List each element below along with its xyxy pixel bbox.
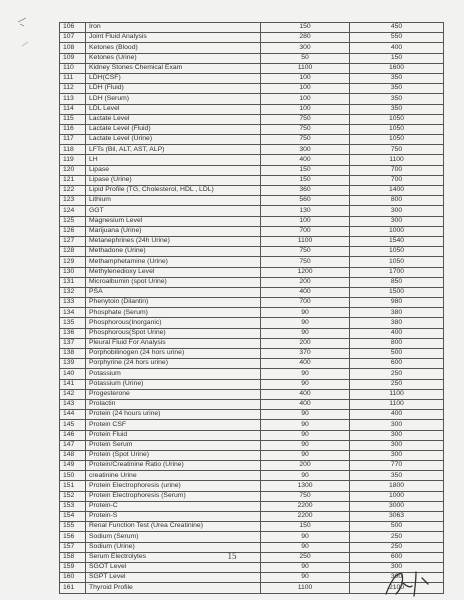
price-low: 750 <box>261 135 350 145</box>
price-high: 1800 <box>350 481 444 491</box>
price-high: 400 <box>350 410 444 420</box>
test-name: Lipase (Urine) <box>86 175 261 185</box>
table-row <box>60 267 444 277</box>
row-serial-number: 118 <box>60 145 86 155</box>
price-high: 1000 <box>350 226 444 236</box>
price-low: 1200 <box>261 267 350 277</box>
price-low: 100 <box>261 216 350 226</box>
price-high: 500 <box>350 522 444 532</box>
test-name: Prolactin <box>86 399 261 409</box>
row-serial-number: 132 <box>60 287 86 297</box>
test-name: SGOT Level <box>86 562 261 572</box>
table-row <box>60 450 444 460</box>
test-name: PSA <box>86 287 261 297</box>
row-serial-number: 159 <box>60 562 86 572</box>
test-name: LDH(CSF) <box>86 73 261 83</box>
price-low: 150 <box>261 175 350 185</box>
price-high: 250 <box>350 369 444 379</box>
price-low: 90 <box>261 430 350 440</box>
row-serial-number: 117 <box>60 135 86 145</box>
price-low: 360 <box>261 186 350 196</box>
table-row <box>60 461 444 471</box>
test-name: SGPT Level <box>86 573 261 583</box>
row-serial-number: 158 <box>60 552 86 562</box>
price-low: 90 <box>261 562 350 572</box>
table-row <box>60 440 444 450</box>
table-row <box>60 104 444 114</box>
test-name: Methylenedioxy Level <box>86 267 261 277</box>
price-high: 1050 <box>350 124 444 134</box>
table-row <box>60 53 444 63</box>
price-high: 400 <box>350 328 444 338</box>
price-low: 100 <box>261 73 350 83</box>
price-low: 130 <box>261 206 350 216</box>
price-low: 150 <box>261 23 350 33</box>
table-row <box>60 165 444 175</box>
price-high: 350 <box>350 471 444 481</box>
test-name: Phenytoin (Dilantin) <box>86 298 261 308</box>
price-high: 350 <box>350 73 444 83</box>
price-low: 560 <box>261 196 350 206</box>
table-row <box>60 420 444 430</box>
table-row <box>60 369 444 379</box>
test-name: Protein CSF <box>86 420 261 430</box>
price-high: 2100 <box>350 583 444 593</box>
price-low: 750 <box>261 247 350 257</box>
table-row <box>60 522 444 532</box>
row-serial-number: 108 <box>60 43 86 53</box>
row-serial-number: 147 <box>60 440 86 450</box>
price-high: 350 <box>350 104 444 114</box>
price-high: 700 <box>350 165 444 175</box>
table-row <box>60 532 444 542</box>
table-row <box>60 359 444 369</box>
table-row <box>60 501 444 511</box>
handwritten-signature <box>382 568 452 598</box>
table-row <box>60 298 444 308</box>
test-name: Protein Electrophoresis (urine) <box>86 481 261 491</box>
test-price-table <box>59 22 444 594</box>
row-serial-number: 126 <box>60 226 86 236</box>
test-name: Joint Fluid Analysis <box>86 33 261 43</box>
table-row <box>60 135 444 145</box>
price-low: 250 <box>261 552 350 562</box>
test-name: Lithium <box>86 196 261 206</box>
test-name: Microalbumin (spot Urine) <box>86 277 261 287</box>
row-serial-number: 157 <box>60 542 86 552</box>
row-serial-number: 129 <box>60 257 86 267</box>
price-low: 150 <box>261 522 350 532</box>
price-high: 150 <box>350 53 444 63</box>
price-high: 700 <box>350 175 444 185</box>
test-name: Methadone (Urine) <box>86 247 261 257</box>
price-low: 90 <box>261 471 350 481</box>
price-high: 380 <box>350 318 444 328</box>
test-name: Iron <box>86 23 261 33</box>
price-low: 750 <box>261 124 350 134</box>
row-serial-number: 145 <box>60 420 86 430</box>
test-name: creatinine Urine <box>86 471 261 481</box>
row-serial-number: 140 <box>60 369 86 379</box>
row-serial-number: 130 <box>60 267 86 277</box>
price-low: 90 <box>261 318 350 328</box>
test-name: Sodium (Serum) <box>86 532 261 542</box>
price-high: 300 <box>350 573 444 583</box>
price-high: 300 <box>350 450 444 460</box>
test-name: Protein-S <box>86 512 261 522</box>
row-serial-number: 112 <box>60 84 86 94</box>
price-high: 850 <box>350 277 444 287</box>
test-name: Protein Electrophoresis (Serum) <box>86 491 261 501</box>
test-name: Protein Serum <box>86 440 261 450</box>
row-serial-number: 141 <box>60 379 86 389</box>
test-name: Kidney Stones Chemical Exam <box>86 63 261 73</box>
price-high: 300 <box>350 206 444 216</box>
price-high: 750 <box>350 145 444 155</box>
test-name: Porphyrine (24 hors urine) <box>86 359 261 369</box>
row-serial-number: 128 <box>60 247 86 257</box>
row-serial-number: 156 <box>60 532 86 542</box>
row-serial-number: 131 <box>60 277 86 287</box>
table-row <box>60 114 444 124</box>
table-row <box>60 43 444 53</box>
price-low: 300 <box>261 43 350 53</box>
test-name: Protein/Creatinine Ratio (Urine) <box>86 461 261 471</box>
test-name: LDL Level <box>86 104 261 114</box>
table-row <box>60 512 444 522</box>
test-name: Potassium <box>86 369 261 379</box>
price-low: 1100 <box>261 236 350 246</box>
table-row <box>60 399 444 409</box>
price-high: 250 <box>350 379 444 389</box>
price-high: 300 <box>350 562 444 572</box>
price-high: 1100 <box>350 155 444 165</box>
price-high: 300 <box>350 216 444 226</box>
price-high: 1050 <box>350 257 444 267</box>
price-low: 750 <box>261 257 350 267</box>
row-serial-number: 106 <box>60 23 86 33</box>
price-low: 90 <box>261 410 350 420</box>
table-row <box>60 196 444 206</box>
row-serial-number: 143 <box>60 399 86 409</box>
price-low: 90 <box>261 369 350 379</box>
row-serial-number: 121 <box>60 175 86 185</box>
test-name: Lactate Level <box>86 114 261 124</box>
table-row <box>60 124 444 134</box>
table-row <box>60 206 444 216</box>
price-low: 1100 <box>261 583 350 593</box>
test-name: Protein Fluid <box>86 430 261 440</box>
price-low: 400 <box>261 287 350 297</box>
table-row <box>60 287 444 297</box>
price-high: 1050 <box>350 135 444 145</box>
price-low: 2200 <box>261 512 350 522</box>
price-high: 1700 <box>350 267 444 277</box>
price-high: 500 <box>350 349 444 359</box>
table-row <box>60 471 444 481</box>
row-serial-number: 161 <box>60 583 86 593</box>
row-serial-number: 116 <box>60 124 86 134</box>
test-name: Phosphorous(Inorganic) <box>86 318 261 328</box>
table-row <box>60 491 444 501</box>
row-serial-number: 114 <box>60 104 86 114</box>
price-high: 1100 <box>350 399 444 409</box>
price-low: 2200 <box>261 501 350 511</box>
price-high: 600 <box>350 359 444 369</box>
price-high: 800 <box>350 196 444 206</box>
price-high: 350 <box>350 94 444 104</box>
price-high: 550 <box>350 33 444 43</box>
test-name: Progesterone <box>86 389 261 399</box>
row-serial-number: 124 <box>60 206 86 216</box>
table-row <box>60 216 444 226</box>
test-name: LFTs (Bil, ALT, AST, ALP) <box>86 145 261 155</box>
price-high: 1100 <box>350 389 444 399</box>
price-low: 90 <box>261 573 350 583</box>
price-high: 1000 <box>350 491 444 501</box>
test-name: Phosphate (Serum) <box>86 308 261 318</box>
price-low: 90 <box>261 542 350 552</box>
price-low: 400 <box>261 155 350 165</box>
price-high: 3063 <box>350 512 444 522</box>
price-high: 1600 <box>350 63 444 73</box>
table-row <box>60 379 444 389</box>
test-name: Phosphorous(Spot Urine) <box>86 328 261 338</box>
price-low: 100 <box>261 94 350 104</box>
test-name: Potassium (Urine) <box>86 379 261 389</box>
row-serial-number: 120 <box>60 165 86 175</box>
price-low: 150 <box>261 165 350 175</box>
table-row <box>60 389 444 399</box>
price-high: 3000 <box>350 501 444 511</box>
test-name: Magnesium Level <box>86 216 261 226</box>
table-row <box>60 236 444 246</box>
row-serial-number: 135 <box>60 318 86 328</box>
price-low: 750 <box>261 114 350 124</box>
test-name: Protein (Spot Urine) <box>86 450 261 460</box>
table-row <box>60 73 444 83</box>
table-row <box>60 175 444 185</box>
table-row <box>60 226 444 236</box>
row-serial-number: 155 <box>60 522 86 532</box>
row-serial-number: 136 <box>60 328 86 338</box>
table-row <box>60 481 444 491</box>
price-low: 90 <box>261 308 350 318</box>
price-low: 90 <box>261 379 350 389</box>
table-row <box>60 318 444 328</box>
price-high: 350 <box>350 84 444 94</box>
price-low: 90 <box>261 328 350 338</box>
margin-scribble-marks <box>16 16 36 56</box>
price-low: 400 <box>261 389 350 399</box>
test-name: Sodium (Urine) <box>86 542 261 552</box>
price-high: 770 <box>350 461 444 471</box>
test-name: Protein-C <box>86 501 261 511</box>
table-row <box>60 94 444 104</box>
price-low: 400 <box>261 399 350 409</box>
price-high: 980 <box>350 298 444 308</box>
row-serial-number: 154 <box>60 512 86 522</box>
test-name: Renal Function Test (Urea Creatinine) <box>86 522 261 532</box>
table-row <box>60 63 444 73</box>
test-name: Methamphetamine (Urine) <box>86 257 261 267</box>
price-low: 300 <box>261 145 350 155</box>
price-high: 1050 <box>350 247 444 257</box>
price-low: 200 <box>261 338 350 348</box>
test-name: Pleural Fluid For Analysis <box>86 338 261 348</box>
test-name: Marijuana (Urine) <box>86 226 261 236</box>
price-low: 1300 <box>261 481 350 491</box>
price-low: 280 <box>261 33 350 43</box>
row-serial-number: 137 <box>60 338 86 348</box>
price-high: 300 <box>350 440 444 450</box>
test-name: Protein (24 hours urine) <box>86 410 261 420</box>
table-row <box>60 23 444 33</box>
table-row <box>60 410 444 420</box>
price-high: 600 <box>350 552 444 562</box>
price-low: 90 <box>261 420 350 430</box>
price-low: 200 <box>261 277 350 287</box>
row-serial-number: 133 <box>60 298 86 308</box>
table-row <box>60 145 444 155</box>
table-row <box>60 84 444 94</box>
table-row <box>60 308 444 318</box>
row-serial-number: 125 <box>60 216 86 226</box>
test-name: Lipid Profile (TG, Cholesterol, HDL , LDL) <box>86 186 261 196</box>
price-high: 380 <box>350 308 444 318</box>
row-serial-number: 134 <box>60 308 86 318</box>
test-name: Metanephrines (24h Urine) <box>86 236 261 246</box>
row-serial-number: 139 <box>60 359 86 369</box>
price-low: 700 <box>261 298 350 308</box>
price-high: 1050 <box>350 114 444 124</box>
table-row <box>60 33 444 43</box>
price-high: 300 <box>350 420 444 430</box>
page-number: 15 <box>227 551 237 561</box>
test-name: Lactate Level (Fluid) <box>86 124 261 134</box>
price-low: 370 <box>261 349 350 359</box>
price-high: 300 <box>350 430 444 440</box>
table-row <box>60 338 444 348</box>
test-name: Serum Electrolytes <box>86 552 261 562</box>
price-high: 250 <box>350 542 444 552</box>
row-serial-number: 152 <box>60 491 86 501</box>
row-serial-number: 115 <box>60 114 86 124</box>
table-row <box>60 155 444 165</box>
test-name: Ketones (Blood) <box>86 43 261 53</box>
price-low: 100 <box>261 84 350 94</box>
test-name: Thyroid Profile <box>86 583 261 593</box>
price-low: 100 <box>261 104 350 114</box>
price-low: 90 <box>261 440 350 450</box>
table-row <box>60 349 444 359</box>
table-row <box>60 277 444 287</box>
price-low: 90 <box>261 450 350 460</box>
table-row <box>60 328 444 338</box>
row-serial-number: 146 <box>60 430 86 440</box>
row-serial-number: 149 <box>60 461 86 471</box>
row-serial-number: 109 <box>60 53 86 63</box>
table-row <box>60 186 444 196</box>
price-high: 1540 <box>350 236 444 246</box>
price-high: 1500 <box>350 287 444 297</box>
row-serial-number: 113 <box>60 94 86 104</box>
test-name: Porphobilinogen (24 hors urine) <box>86 349 261 359</box>
test-name: GGT <box>86 206 261 216</box>
price-low: 90 <box>261 532 350 542</box>
row-serial-number: 127 <box>60 236 86 246</box>
row-serial-number: 151 <box>60 481 86 491</box>
price-high: 800 <box>350 338 444 348</box>
row-serial-number: 122 <box>60 186 86 196</box>
row-serial-number: 160 <box>60 573 86 583</box>
test-name: LH <box>86 155 261 165</box>
row-serial-number: 138 <box>60 349 86 359</box>
row-serial-number: 119 <box>60 155 86 165</box>
price-low: 1100 <box>261 63 350 73</box>
test-name: LDH (Fluid) <box>86 84 261 94</box>
test-name: Lactate Level (Urine) <box>86 135 261 145</box>
row-serial-number: 110 <box>60 63 86 73</box>
price-low: 50 <box>261 53 350 63</box>
row-serial-number: 150 <box>60 471 86 481</box>
test-name: Ketones (Urine) <box>86 53 261 63</box>
price-high: 1400 <box>350 186 444 196</box>
row-serial-number: 111 <box>60 73 86 83</box>
row-serial-number: 144 <box>60 410 86 420</box>
table-row <box>60 247 444 257</box>
price-low: 400 <box>261 359 350 369</box>
test-name: LDH (Serum) <box>86 94 261 104</box>
row-serial-number: 107 <box>60 33 86 43</box>
row-serial-number: 148 <box>60 450 86 460</box>
price-high: 250 <box>350 532 444 542</box>
table-row <box>60 430 444 440</box>
row-serial-number: 153 <box>60 501 86 511</box>
price-low: 200 <box>261 461 350 471</box>
test-name: Lipase <box>86 165 261 175</box>
price-high: 450 <box>350 23 444 33</box>
price-high: 400 <box>350 43 444 53</box>
row-serial-number: 123 <box>60 196 86 206</box>
row-serial-number: 142 <box>60 389 86 399</box>
table-row <box>60 257 444 267</box>
price-low: 750 <box>261 491 350 501</box>
price-low: 700 <box>261 226 350 236</box>
